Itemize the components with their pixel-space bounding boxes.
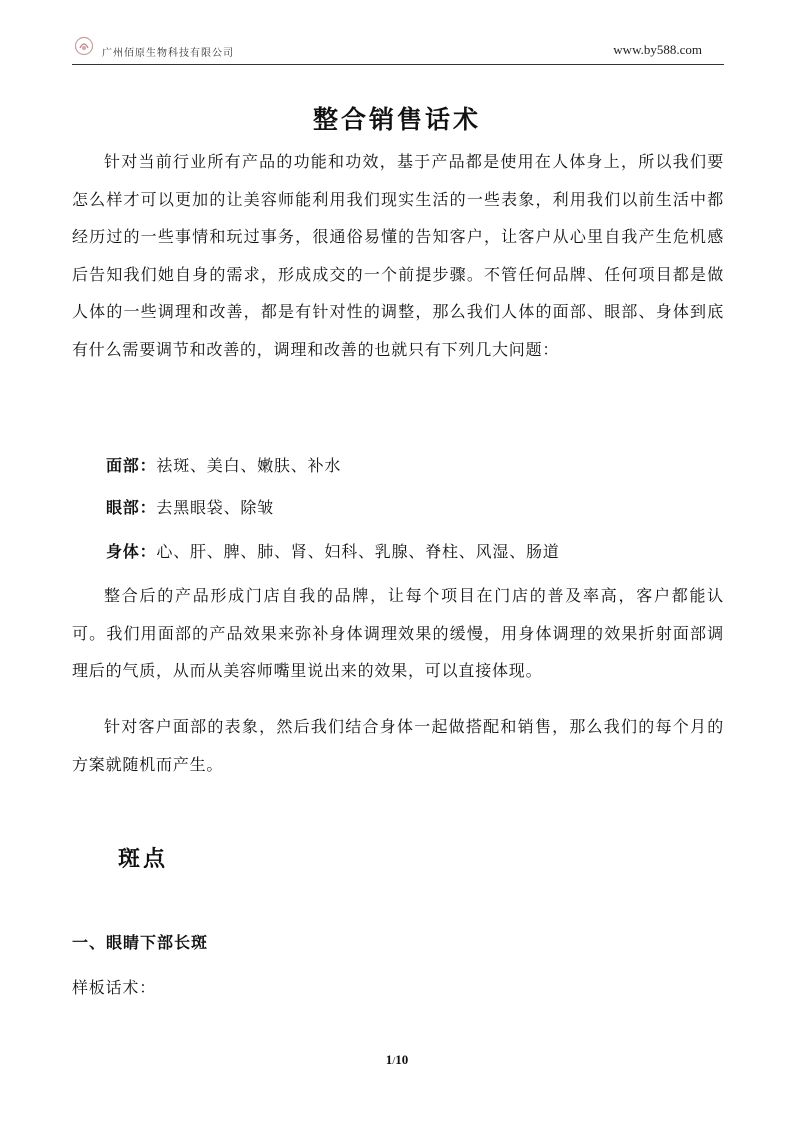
issue-label: 眼部： (106, 498, 157, 517)
issue-text: 祛斑、美白、嫩肤、补水 (156, 456, 342, 475)
issue-label: 面部： (106, 456, 157, 475)
sample-script-label: 样板话术： (72, 978, 157, 997)
company-name: 广州佰原生物科技有限公司 (102, 48, 234, 59)
issue-label: 身体： (106, 542, 157, 561)
page-current: 1 (385, 1052, 393, 1067)
company-logo-icon (74, 36, 94, 56)
page-header (72, 36, 724, 65)
plan-paragraph: 针对客户面部的表象，然后我们结合身体一起做搭配和销售，那么我们的每个月的方案就随机而产生。 (72, 717, 724, 774)
issue-eye (106, 496, 274, 520)
issue-face (106, 454, 341, 478)
intro-paragraph: 针对当前行业所有产品的功能和功效，基于产品都是使用在人体身上，所以我们要怎么样才可以更加的让美容师能利用我们现实生活的一些表象，利用我们以前生活中都经历过的一些事情和玩过事务，很通俗易懂的告知客户，让客户从心里自我产生危机感后告知我们她自身的需求，形成成交的一个前提步骤。不管任何品牌、任何项目都是做人体的一些调理和改善，都是有针对性的调整，那么我们人体的面部、眼部、身体到底有什么需要调节和改善的，调理和改善的也就只有下列几大问题： (72, 152, 724, 359)
section-title: 斑点 (118, 846, 169, 872)
page-title: 整合销售话术 (312, 105, 481, 134)
issue-text: 心、肝、脾、肺、肾、妇科、乳腺、脊柱、风湿、肠道 (156, 542, 560, 561)
subsection-title: 一、眼睛下部长斑 (72, 933, 209, 952)
page-separator: / (392, 1055, 396, 1067)
website-url[interactable]: www.by588.com (613, 42, 702, 57)
integration-paragraph: 整合后的产品形成门店自我的品牌，让每个项目在门店的普及率高，客户都能认可。我们用面部的产品效果来弥补身体调理效果的缓慢，用身体调理的效果折射面部调理后的气质，从而从美容师嘴里说出来的效果，可以直接体现。 (72, 586, 724, 680)
issue-body (106, 540, 560, 564)
issue-text: 去黑眼袋、除皱 (156, 498, 275, 517)
page-number (0, 1052, 794, 1068)
page-total: 10 (395, 1052, 409, 1067)
